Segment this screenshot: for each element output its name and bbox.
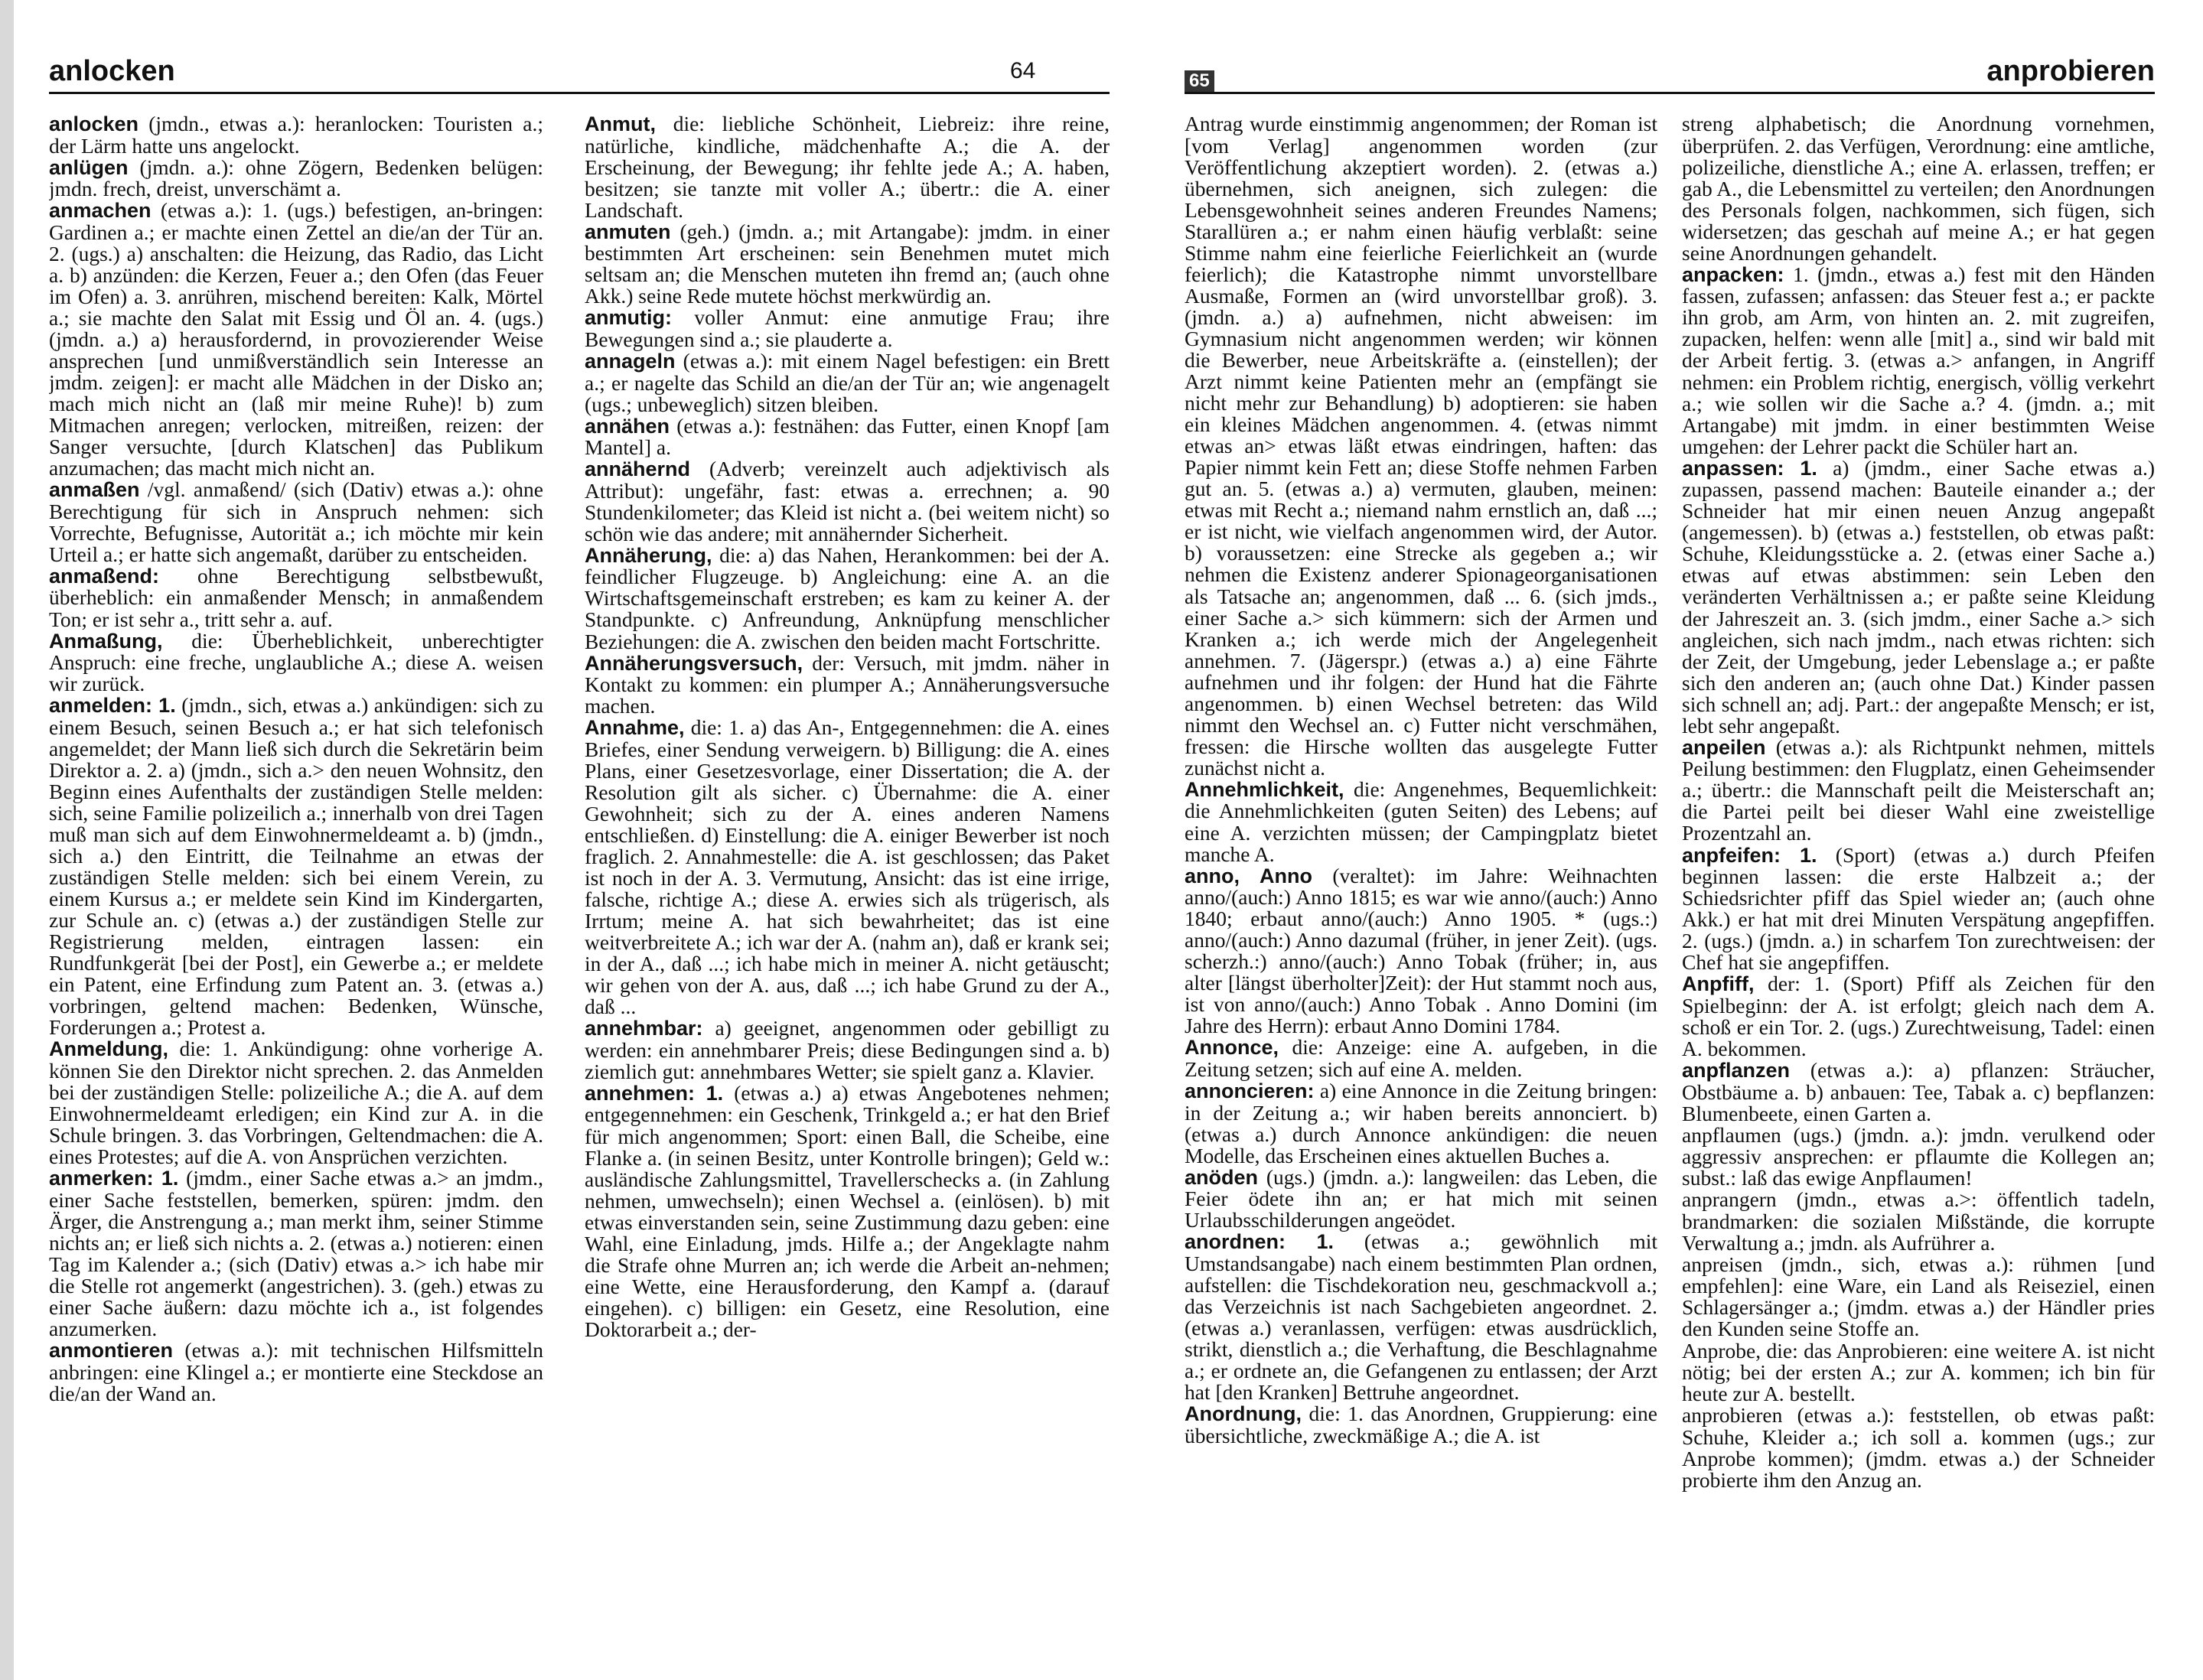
dictionary-entry <box>1682 1405 2155 1491</box>
entry-definition: (jmdn., sich, etwas a.) ankündigen: sich zu einem Besuch, seinen Besuch a.; er hat sich telefonisch angemeldet; der Mann ließ sich durch die Sekretärin beim Direktor a. 2. a) (jmdn., sich a.> den neuen Wohnsitz, den Beginn eines Aufenthalts der zuständigen Stelle melden: sich, seine Familie polizeilich a.; innerhalb von drei Tagen muß man sich auf dem Einwohnermeldeamt a. b) (jmdn., sich a.) den Eintritt, die Teilnahme an etwas der zuständigen Stelle melden: sich bei einem Verein, zu einem Kursus a.; er meldete sein Kind im Kindergarten, zur Schule an. c) (etwas a.) der zuständigen Stelle zur Registrierung melden, eintragen lassen: ein Rundfunkgerät [bei der Post], ein Gewerbe a.; er meldete ein Patent, eine Erfindung zum Patent an. 3. (etwas a.) vorbringen, geltend machen: Bedenken, Wünsche, Forderungen a.; Protest a. <box>49 693 543 1040</box>
dictionary-entry <box>585 458 1110 545</box>
dictionary-entry <box>49 113 543 157</box>
entry-definition: (jmdm., einer Sache etwas a.> an jmdm., einer Sache feststellen, bemerken, spüren: jmdm. den Ärger, die Anstrengung a.; man merkt ihm, seiner Stimme nichts an; er ließ sich nichts a. 2. (etwas a.) notieren: einen Tag im Kalender a.; (sich (Dativ) etwas a.> ich habe mir die Stelle rot angemerkt (angestrichen). 3. (geh.) etwas zu einer Sache äußern: dazu möchte ich a., ist folgendes anzumerken. <box>49 1166 543 1340</box>
entry-headword: anmerken: 1. <box>49 1167 179 1190</box>
dictionary-entry <box>585 1080 1110 1341</box>
entry-definition: anpreisen (jmdn., sich, etwas a.): rühmen [und empfehlen]: eine Ware, ein Land als Reiseziel, einen Schlagersänger a.; (jmdm. etwas a.) der Händler pries den Kunden seine Stoffe an. <box>1682 1252 2155 1341</box>
entry-definition: die: liebliche Schönheit, Liebreiz: ihre reine, natürliche, kindliche, mädchenhafte A.; die A. der Erscheinung, der Bewegung; ihr fehlte jede A.; A. haben, besitzen; sie tanzte mit voller A.; übertr.: die A. einer Landschaft. <box>585 113 1110 222</box>
entry-definition: (geh.) (jmdn. a.; mit Artangabe): jmdm. in einer bestimmten Art erscheinen: sein Benehmen mutet mich seltsam an; die Menschen muteten ihn fremd an; (auch ohne Akk.) seine Rede mutete höchst merkwürdig an. <box>585 219 1110 308</box>
entry-headword: anpassen: 1. <box>1682 456 1817 480</box>
entry-definition: (etwas a.; gewöhnlich mit Umstandsangabe) nach einem bestimmten Plan ordnen, aufstellen: die Tischdekoration neu, geschmackvoll a.; das Verzeichnis ist nach Sachgebieten angeordnet. 2. (etwas a.) veranlassen, verfügen: etwas ausdrücklich, strikt, dienstlich a.; die Verhaftung, die Beschlagnahme a.; er ordnete an, die Gefangenen zu entlassen; der Arzt hat [den Kranken] Bettruhe angeordnet. <box>1185 1229 1657 1405</box>
left-page-header <box>49 54 1110 94</box>
dictionary-entry <box>1185 1164 1657 1232</box>
entry-headword: anordnen: 1. <box>1185 1230 1335 1254</box>
entry-headword: Anpfiff, <box>1682 972 1755 996</box>
entry-definition: (etwas a.): mit technischen Hilfsmitteln anbringen: eine Klingel a.; er montierte eine Steckdose an die/an der Wand an. <box>49 1338 543 1405</box>
dictionary-entry <box>49 479 543 565</box>
entry-headword: Annahme, <box>585 716 685 740</box>
dictionary-entry <box>1682 1340 2155 1405</box>
dictionary-entry <box>1682 113 2155 264</box>
entry-definition: die: Überheblichkeit, unberechtigter Anspruch: eine freche, unglaubliche A.; diese A. weisen wir zurück. <box>49 628 543 696</box>
right-page-column-1 <box>1185 113 1657 1649</box>
entry-definition: Anprobe, die: das Anprobieren: eine weitere A. ist nicht nötig; bei der ersten A.; zur A. kommen; ich bin für heute zur A. bestellt. <box>1682 1338 2155 1406</box>
left-header-word: anlocken <box>49 55 175 87</box>
dictionary-entry <box>1682 734 2155 845</box>
dictionary-entry <box>1185 113 1657 779</box>
right-page-number: 65 <box>1185 70 1214 92</box>
entry-definition: (etwas a.): festnähen: das Futter, einen Knopf [am Mantel] a. <box>585 413 1110 460</box>
entry-definition: (jmdn., etwas a.): heranlocken: Touristen a.; der Lärm hatte uns angelockt. <box>49 113 543 158</box>
dictionary-entry <box>585 542 1110 653</box>
entry-definition: (etwas a.): 1. (ugs.) befestigen, an-bringen: Gardinen a.; er machte einen Zettel an die/an der Tür an. 2. (ugs.) a) anschalten: die Heizung, das Radio, das Licht a. b) anzünden: die Kerzen, Feuer a.; den Ofen (das Feuer im Ofen) a. 3. anrühren, mischend bereiten: Kalk, Mörtel a.; sie machte den Salat mit Essig und Öl an. 4. (ugs.) (jmdn. a.) a) herausfordernd, in provozierender Weise ansprechen [und unmißverständlich sein Interesse an jmdm. zeigen]: er macht alle Mädchen in der Disko an; mach mich nicht an (laß mir meine Ruhe)! b) zum Mitmachen anregen; verlocken, mitreißen, reizen: der Sanger versuchte, [durch Klatschen] das Publikum anzumachen; das macht mich nicht an. <box>49 198 543 480</box>
entry-definition: voller Anmut: eine anmutige Frau; ihre Bewegungen sind a.; sie plauderte a. <box>585 305 1110 351</box>
dictionary-entry <box>1682 1057 2155 1125</box>
dictionary-entry <box>49 565 543 630</box>
entry-definition: anprobieren (etwas a.): feststellen, ob etwas paßt: Schuhe, Kleider a.; ich soll a. kommen (ugs.; zur Anprobe kommen); (jmdm. etwas a.) der Schneider probierte ihm den Anzug an. <box>1682 1403 2155 1492</box>
dictionary-entry <box>1185 865 1657 1037</box>
entry-definition: anpflaumen (ugs.) (jmdn. a.): jmdn. verulkend oder aggressiv ansprechen: er pflaumte die Kollegen an; subst.: laß das ewige Anpflaumen! <box>1682 1122 2155 1190</box>
entry-definition: Antrag wurde einstimmig angenommen; der Roman ist [vom Verlag] angenommen worden (zur Veröffentlichung akzeptiert worden). 2. (etwas a.) übernehmen, sich aneignen, sich zulegen: die Lebensgewohnheit seines anderen Freundes Namens; Starallüren a.; er nahm einen häufig verblaßt: seine Stimme nahm eine feierliche Feierlichkeit an (wurde feierlich); die Katastrophe nimmt unvorstellbare Ausmaße, Formen an (wird unvorstellbar groß). 3. (jmdn. a.) a) aufnehmen, nicht abweisen: im Gymnasium nicht angenommen werden; wir können die Bewerber, neue Arbeitskräfte a. (einstellen); der Arzt nimmt keine Patienten mehr an (empfängt sie nicht mehr zur Behandlung) b) adoptieren: sie haben ein kleines Mädchen angenommen. 4. (etwas nimmt etwas an> etwas läßt etwas eindringen, haften: das Papier nimmt kein Fett an; diese Stoffe nehmen Farben gut an. 5. (etwas a.) a) vermuten, glauben, meinen: etwas mit Recht a.; niemand nahm ernstlich an, daß ...; er ist nicht, wie vielfach angenommen wird, der Autor. b) voraussetzen: eine Strecke als gegeben a.; wir nehmen die Existenz anderer Spionageorganisationen als Tatsache an; angenommen, daß ... 6. (sich jmds., einer Sache a.> sich kümmern: sich der Armen und Kranken a.; ich werde mich der Angelegenheit annehmen. 7. (Jägerspr.) (etwas a.) a) eine Fährte aufnehmen und ihr folgen: der Hund hat die Fährte angenommen. b) einen Wechsel betreten: das Wild nimmt den Wechsel an. c) Futter nicht verschmähen, fressen: die Hirsche wollten das ausgelegte Futter zunächst nicht a. <box>1185 113 1657 780</box>
left-page-column-2 <box>585 113 1110 1649</box>
left-page-number: 64 <box>1010 58 1036 83</box>
right-header-word: anprobieren <box>1986 55 2155 87</box>
entry-headword: anmaßen <box>49 478 140 502</box>
entry-definition: die: 1. a) das An-, Entgegennehmen: die A. eines Briefes, einer Sendung verweigern. b) Billigung: die A. eines Plans, einer Gesetzesvorlage, einer Dissertation; die A. der Resolution gilt als sicher. c) Übernahme: die A. einer Gewohnheit; sich zu der A. eines anderen Namens entschließen. d) Einstellung: die A. einiger Bewerber ist noch fraglich. 2. Annahmestelle: die A. ist geschlossen; das Paket ist noch in der A. 3. Vermutung, Ansicht: das ist eine irrige, falsche, richtige A.; diese A. erwies sich als trügerisch, als Irrtum; meine A. hat sich bewahrheitet; das ist eine weitverbreitete A.; ich war der A. (nahm an), daß er krank sei; in der A., daß ...; ich habe mich in meiner A. nicht getäuscht; wir gehen von der A. aus, daß ...; ich habe Grund zu der A., daß ... <box>585 715 1110 1019</box>
entry-headword: annähernd <box>585 457 691 481</box>
entry-definition: anprangern (jmdn., etwas a.>: öffentlich tadeln, brandmarken: die sozialen Mißstände, die korrupte Verwaltung a.; jmdn. als Aufrührer a. <box>1682 1187 2155 1255</box>
entry-headword: anpfeifen: 1. <box>1682 843 1817 867</box>
entry-headword: anpacken: <box>1682 262 1784 286</box>
dictionary-entry <box>1185 1037 1657 1080</box>
entry-definition: (ugs.) (jmdn. a.): langweilen: das Leben, die Feier ödete ihn an; er hat mich mit seinen Urlaubsschilderungen angeödet. <box>1185 1164 1657 1232</box>
entry-headword: Annehmlichkeit, <box>1185 777 1344 801</box>
dictionary-entry <box>1682 842 2155 975</box>
entry-definition: der: Versuch, mit jmdm. näher in Kontakt zu kommen: ein plumper A.; Annäherungsversuche machen. <box>585 650 1110 718</box>
entry-headword: anpflanzen <box>1682 1058 1791 1082</box>
entry-headword: Annonce, <box>1185 1036 1279 1060</box>
dictionary-entry <box>49 1340 543 1405</box>
entry-definition: der: 1. (Sport) Pfiff als Zeichen für den Spielbeginn: der A. ist erfolgt; gleich nach dem A. schoß er ein Tor. 2. (ugs.) Zurechtweisung, Tadel: einen A. bekommen. <box>1682 972 2155 1060</box>
entry-headword: anpeilen <box>1682 735 1766 759</box>
entry-definition: die: Angenehmes, Bequemlichkeit: die Annehmlichkeiten (guten Seiten) des Lebens; auf eine A. verzichten müssen; der Campingplatz bietet manche A. <box>1185 777 1657 866</box>
entry-headword: anmontieren <box>49 1339 174 1363</box>
entry-headword: Anordnung, <box>1185 1402 1302 1426</box>
dictionary-entry <box>585 113 1110 221</box>
dictionary-entry <box>585 650 1110 718</box>
entry-definition: (Sport) (etwas a.) durch Pfeifen beginnen lassen: die erste Halbzeit a.; der Schiedsrichter pfiff das Spiel wieder an; (auch ohne Akk.) er hat mit drei Minuten Verspätung angepfiffen. 2. (ugs.) (jmdn. a.) in scharfem Ton zurechtweisen: der Chef hat sie angepfiffen. <box>1682 842 2155 975</box>
dictionary-entry <box>1682 457 2155 737</box>
entry-headword: Annäherungsversuch, <box>585 651 803 675</box>
dictionary-entry <box>1185 1080 1657 1167</box>
book-spine <box>0 0 14 1680</box>
entry-headword: anmuten <box>585 220 671 243</box>
entry-definition: die: Anzeige: eine A. aufgeben, in die Zeitung setzen; sich auf eine A. melden. <box>1185 1035 1657 1081</box>
dictionary-entry <box>585 717 1110 1017</box>
right-page <box>1185 0 2155 1680</box>
entry-definition: a) eine Annonce in die Zeitung bringen: in der Zeitung a.; wir haben bereits annonciert. b) (etwas a.) durch Annonce ankündigen: die neuen Modelle, das Erscheinen eines aktuellen Buches a. <box>1185 1079 1657 1167</box>
dictionary-entry <box>49 695 543 1038</box>
dictionary-entry <box>1682 264 2155 457</box>
entry-definition: die: 1. das Anordnen, Gruppierung: eine übersichtliche, zweckmäßige A.; die A. ist <box>1185 1402 1657 1447</box>
entry-headword: Anmut, <box>585 113 656 135</box>
entry-headword: annoncieren: <box>1185 1079 1315 1103</box>
entry-definition: (veraltet): im Jahre: Weihnachten anno/(auch:) Anno 1815; es war wie anno/(auch:) Anno 1840; erbaut anno/(auch:) Anno 1905. * (ugs.:) anno/(auch:) Anno dazumal (früher, in jener Zeit). (ugs. scherzh.:) anno/(auch:) Anno Tobak (früher; in, aus alter [längst überholter]Zeit): der Hut stammt noch aus, ist von anno/(auch:) Anno Tobak . Anno Domini (im Jahre des Herrn): erbaut Anno Domini 1784. <box>1185 863 1657 1038</box>
entry-headword: anmutig: <box>585 306 672 330</box>
left-page-column-1 <box>49 113 543 1649</box>
dictionary-entry <box>585 307 1110 350</box>
right-page-header <box>1185 54 2155 94</box>
entry-definition: (etwas a.) a) etwas Angebotenes nehmen; entgegennehmen: ein Geschenk, Trinkgeld a.; er hat den Brief für mich angenommen; Sport: einen Ball, die Scheibe, eine Flanke a. (in seinen Besitz, unter Kontrolle bringen); Geld w.: ausländische Zahlungsmittel, Travellerschecks a. (in Zahlung nehmen, umwechseln); einen Wechsel a. (einlösen). b) mit etwas einverstanden sein, seine Zustimmung dazu geben: eine Wahl, eine Einladung, jmds. Hilfe a.; der Angeklagte nahm die Strafe ohne Murren an; ich werde die Arbeit an-nehmen; eine Wette, eine Herausforderung, den Kampf a. (darauf eingehen). c) billigen: ein Gesetz, eine Resolution, eine Doktorarbeit a.; der- <box>585 1080 1110 1341</box>
entry-definition: (etwas a.): a) pflanzen: Sträucher, Obstbäume a. b) anbauen: Tee, Tabak a. c) bepflanzen: Blumenbeete, einen Garten a. <box>1682 1057 2155 1125</box>
dictionary-entry <box>49 157 543 200</box>
entry-headword: anmachen <box>49 199 152 223</box>
left-page <box>49 0 1110 1680</box>
entry-headword: Anmeldung, <box>49 1037 168 1061</box>
entry-definition: die: 1. Ankündigung: ohne vorherige A. können Sie den Direktor nicht sprechen. 2. das Anmelden bei der zuständigen Stelle: polizeiliche A.; die A. auf dem Einwohnermeldeamt erledigen; ein Kind zur A. in die Schule bringen. 3. das Vorbringen, Geltendmachen: die A. eines Protestes; auf die A. von Ansprüchen verzichten. <box>49 1037 543 1169</box>
dictionary-entry <box>1682 1189 2155 1254</box>
entry-definition: die: a) das Nahen, Herankommen: bei der A. feindlicher Flugzeuge. b) Angleichung: eine A. an die Wirtschaftsgemeinschaft erstreben; es kam zu keiner A. der Standpunkte. c) Anfreundung, Anknüpfung menschlicher Beziehungen: die A. zwischen den beiden macht Fortschritte. <box>585 542 1110 653</box>
dictionary-entry <box>1682 973 2155 1060</box>
entry-definition: ohne Berechtigung selbstbewußt, überheblich: ein anmaßender Mensch; in anmaßendem Ton; er ist sehr a., tritt sehr a. auf. <box>49 563 543 631</box>
dictionary-entry <box>585 415 1110 459</box>
entry-definition: (Adverb; vereinzelt auch adjektivisch als Attribut): ungefähr, fast: etwas a. errechnen; a. 90 Stundenkilometer; das Kleid ist nicht a. (bei weitem nicht) so schön wie das andere; mit annähernder Sicherheit. <box>585 457 1110 545</box>
dictionary-entry <box>585 350 1110 415</box>
entry-definition: (etwas a.): mit einem Nagel befestigen: ein Brett a.; er nagelte das Schild an die/an der Tür an; wie angenagelt (ugs.; unbeweglich) sitzen bleiben. <box>585 348 1110 416</box>
dictionary-entry <box>49 200 543 479</box>
entry-headword: Annäherung, <box>585 543 712 567</box>
entry-headword: anlügen <box>49 155 129 179</box>
dictionary-entry <box>49 1167 543 1340</box>
entry-definition: (jmdn. a.): ohne Zögern, Bedenken belügen: jmdn. frech, dreist, unverschämt a. <box>49 155 543 201</box>
entry-definition: 1. (jmdn., etwas a.) fest mit den Händen fassen, zufassen; anfassen: das Steuer fest a.; er packte ihn grob, am Arm, von hinten an. 2. mit zugreifen, zupacken, helfen: wenn alle [mit] a., sind wir bald mit der Arbeit fertig. 3. (etwas a.> anfangen, in Angriff nehmen: ein Problem richtig, energisch, völlig verkehrt a.; wie sollen wir die Sache a.? 4. (jmdn. a.; mit Artangabe) mit jmdm. in einer bestimmten Weise umgehen: der Lehrer packt die Schüler hart an. <box>1682 262 2155 458</box>
entry-definition: a) geeignet, angenommen oder gebilligt zu werden: ein annehmbarer Preis; diese Bedingungen sind a. b) ziemlich gut: annehmbares Wetter; sie spielt ganz a. Klavier. <box>585 1016 1110 1083</box>
dictionary-entry <box>49 630 543 695</box>
entry-headword: anlocken <box>49 113 139 135</box>
dictionary-entry <box>585 1017 1110 1083</box>
entry-headword: anmelden: 1. <box>49 694 176 718</box>
entry-definition: (etwas a.): als Richtpunkt nehmen, mittels Peilung bestimmen: den Flugplatz, einen Geheimsender a.; übertr.: die Mannschaft peilt die Meisterschaft an; die Partei peilt bei dieser Wahl eine zweistellige Prozentzahl an. <box>1682 734 2155 845</box>
dictionary-entry <box>1682 1122 2155 1190</box>
entry-definition: streng alphabetisch; die Anordnung vornehmen, überprüfen. 2. das Verfügen, Verordnung: eine amtliche, polizeiliche, dienstliche A.; eine A. erlassen, treffen; er gab A., die Lebensmittel zu verteilen; den Anordnungen des Personals folgen, nachkommen, sich fügen, sich widersetzen; das geschah auf meine A.; er hat gegen seine Anordnungen gehandelt. <box>1682 113 2155 265</box>
dictionary-entry <box>585 221 1110 308</box>
right-page-column-2 <box>1682 113 2155 1649</box>
entry-headword: anmaßend: <box>49 564 160 588</box>
entry-headword: annageln <box>585 349 676 373</box>
dictionary-entry <box>1185 1403 1657 1447</box>
entry-definition: a) (jmdm., einer Sache etwas a.) zupassen, passend machen: Bauteile einander a.; der Schneider hat mir einen neuen Anzug angepaßt (angemessen). b) (etwas a.) feststellen, ob etwas paßt: Schuhe, Kleidungsstücke a. 2. (etwas einer Sache a.) etwas auf etwas abstimmen: sein Leben den veränderten Verhältnissen a.; er paßte seine Kleidung der Jahreszeit an. 3. (sich jmdm., einer Sache a.> sich angleichen, sich nach jmdm., nach etwas richten: sich der Zeit, der Umgebung, jeder Lebenslage a.; er paßte sich den anderen an; (auch ohne Dat.) Kinder passen sich schnell an; adj. Part.: der angepaßte Mensch; er ist, lebt sehr angepaßt. <box>1682 455 2155 737</box>
entry-definition: /vgl. anmaßend/ (sich (Dativ) etwas a.): ohne Berechtigung für sich in Anspruch nehmen: sich Vorrechte, Befugnisse, Autorität a.; ich möchte mir kein Urteil a.; er hatte sich angemaßt, darüber zu entscheiden. <box>49 477 543 566</box>
dictionary-entry <box>49 1038 543 1167</box>
entry-headword: anöden <box>1185 1165 1259 1189</box>
entry-headword: Anmaßung, <box>49 629 163 653</box>
dictionary-entry <box>1185 779 1657 865</box>
entry-headword: annehmbar: <box>585 1017 703 1040</box>
entry-headword: annehmen: 1. <box>585 1081 724 1105</box>
entry-headword: annähen <box>585 414 670 438</box>
dictionary-entry <box>1682 1254 2155 1340</box>
entry-headword: anno, Anno <box>1185 864 1312 887</box>
dictionary-entry <box>1185 1231 1657 1403</box>
